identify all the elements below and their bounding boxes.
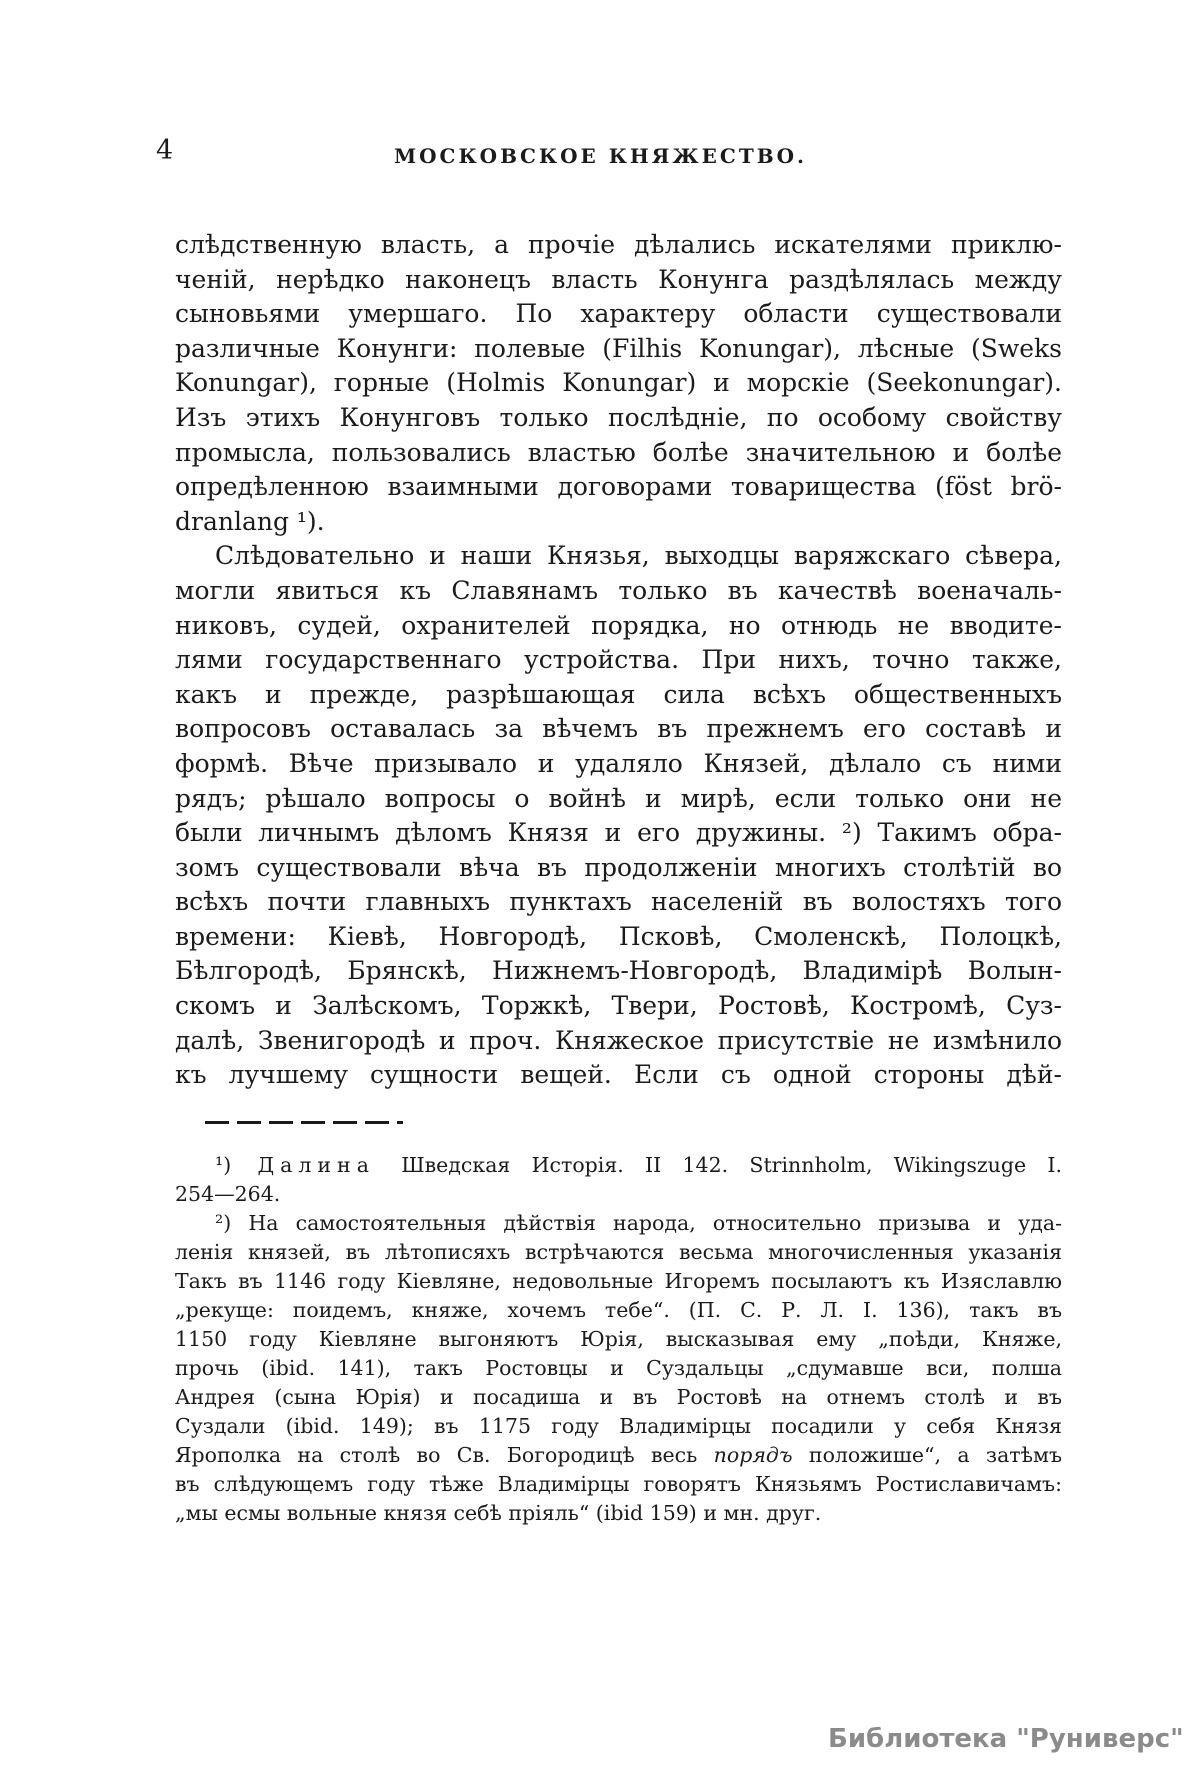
text-line: Изъ этихъ Конунговъ только послѣдніе, по особому свойству (175, 402, 1062, 432)
footnote-marker: ¹) (215, 1153, 232, 1177)
text-line: промысла, пользовались властью болѣе значительною и болѣе (175, 437, 1062, 467)
footnote-text: Шведская Исторія. II 142. Strinnholm, Wikingszuge I. (401, 1153, 1062, 1177)
text-line: различные Конунги: полевые (Filhis Konungar), лѣсные (Sweks (175, 333, 1062, 363)
text-line: лями государственнаго устройства. При нихъ, точно также, (175, 645, 1062, 675)
text-line: никовъ, судей, охранителей порядка, но отнюдь не вводите- (175, 610, 1062, 640)
footnotes-block (175, 1151, 1062, 1528)
text-line: рядъ; рѣшало вопросы о войнѣ и мирѣ, если только они не (175, 783, 1062, 813)
footnote-line (175, 1441, 1062, 1470)
running-title: МОСКОВСКОЕ КНЯЖЕСТВО. (393, 144, 808, 168)
text-line: далѣ, Звенигородѣ и проч. Княжеское присутствіе не измѣнило (175, 1025, 1062, 1055)
text-line: ченій, нерѣдко наконецъ власть Конунга раздѣлялась между (175, 264, 1062, 294)
text-line: dranlang ¹). (175, 506, 325, 536)
footnote-line (175, 1151, 1062, 1180)
footnote-line: „мы есмы вольные князя себѣ пріяль“ (ibid 159) и мн. друг. (175, 1501, 822, 1525)
text-line: формѣ. Вѣче призывало и удаляло Князей, дѣлало съ ними (175, 748, 1062, 778)
text-line: Слѣдовательно и наши Князья, выходцы варяжскаго сѣвера, (215, 541, 1062, 571)
text-line: слѣдственную власть, а прочіе дѣлались искателями приклю- (175, 230, 1062, 259)
text-line: вопросовъ оставалась за вѣчемъ въ прежнемъ его составѣ и (175, 714, 1062, 744)
text-line: могли явиться къ Славянамъ только въ качествѣ военачаль- (175, 575, 1062, 605)
text-line: опредѣленною взаимными договорами товарищества (föst brö- (175, 472, 1062, 502)
footnote-line: въ слѣдующемъ году тѣже Владимірцы говорятъ Князьямъ Ростиславичамъ: (175, 1472, 1062, 1496)
text-line: Konungar), горные (Holmis Konungar) и морскіе (Seekonungar). (175, 368, 1062, 398)
footnote-text: Ярополка на столѣ во Св. Богородицѣ весь (175, 1443, 714, 1467)
text-line: времени: Кіевѣ, Новгородѣ, Псковѣ, Смоленскѣ, Полоцкѣ, (175, 921, 1062, 951)
text-line: всѣхъ почти главныхъ пунктахъ населеній въ волостяхъ того (175, 887, 1062, 917)
text-line: сыновьями умершаго. По характеру области существовали (175, 299, 1062, 329)
text-line: къ лучшему сущности вещей. Если съ одной стороны дѣй- (175, 1060, 1062, 1090)
text-line: Бѣлгородѣ, Брянскѣ, Нижнемъ-Новгородѣ, Владимірѣ Волын- (175, 956, 1062, 986)
footnote-line: 1150 году Кіевляне выгоняютъ Юрія, высказывая ему „поѣди, Княже, (175, 1327, 1062, 1351)
main-text-block (175, 228, 1062, 1093)
footnote-text: положише“, а затѣмъ (792, 1443, 1062, 1467)
footnote-italic-term: порядъ (713, 1443, 793, 1467)
footnote-author: Далина (257, 1153, 375, 1177)
footnote-line: Суздали (ibid. 149); въ 1175 году Владимірцы посадили у себя Князя (175, 1414, 1062, 1438)
text-line: были личнымъ дѣломъ Князя и его дружины. ²) Такимъ обра- (175, 818, 1062, 848)
footnote-line: Такъ въ 1146 году Кіевляне, недовольные Игоремъ посылаютъ къ Изяславлю (175, 1269, 1062, 1293)
library-watermark: Библиотека "Руниверс" (828, 1724, 1184, 1754)
footnote-line: „рекуще: поидемъ, княже, хочемъ тебе“. (П. С. Р. Л. I. 136), такъ въ (175, 1298, 1062, 1322)
footnote-line: 254—264. (175, 1182, 281, 1206)
text-line: какъ и прежде, разрѣшающая сила всѣхъ общественныхъ (175, 679, 1062, 709)
footnote-line: ленія князей, въ лѣтописяхъ встрѣчаются весьма многочисленныя указанія (175, 1240, 1062, 1264)
page-number: 4 (156, 135, 174, 166)
footnote-separator-rule (205, 1121, 403, 1124)
footnote-line: ²) На самостоятельныя дѣйствія народа, относительно призыва и уда- (215, 1211, 1062, 1235)
text-line: зомъ существовали вѣча въ продолженіи многихъ столѣтій во (175, 852, 1062, 882)
footnote-line: Андрея (сына Юрія) и посадиша и въ Ростовѣ на отнемъ столѣ и въ (175, 1385, 1062, 1409)
text-line: скомъ и Залѣскомъ, Торжкѣ, Твери, Ростовѣ, Костромѣ, Суз- (175, 991, 1062, 1021)
footnote-line: прочь (ibid. 141), такъ Ростовцы и Суздальцы „сдумавше вси, полша (175, 1356, 1062, 1380)
